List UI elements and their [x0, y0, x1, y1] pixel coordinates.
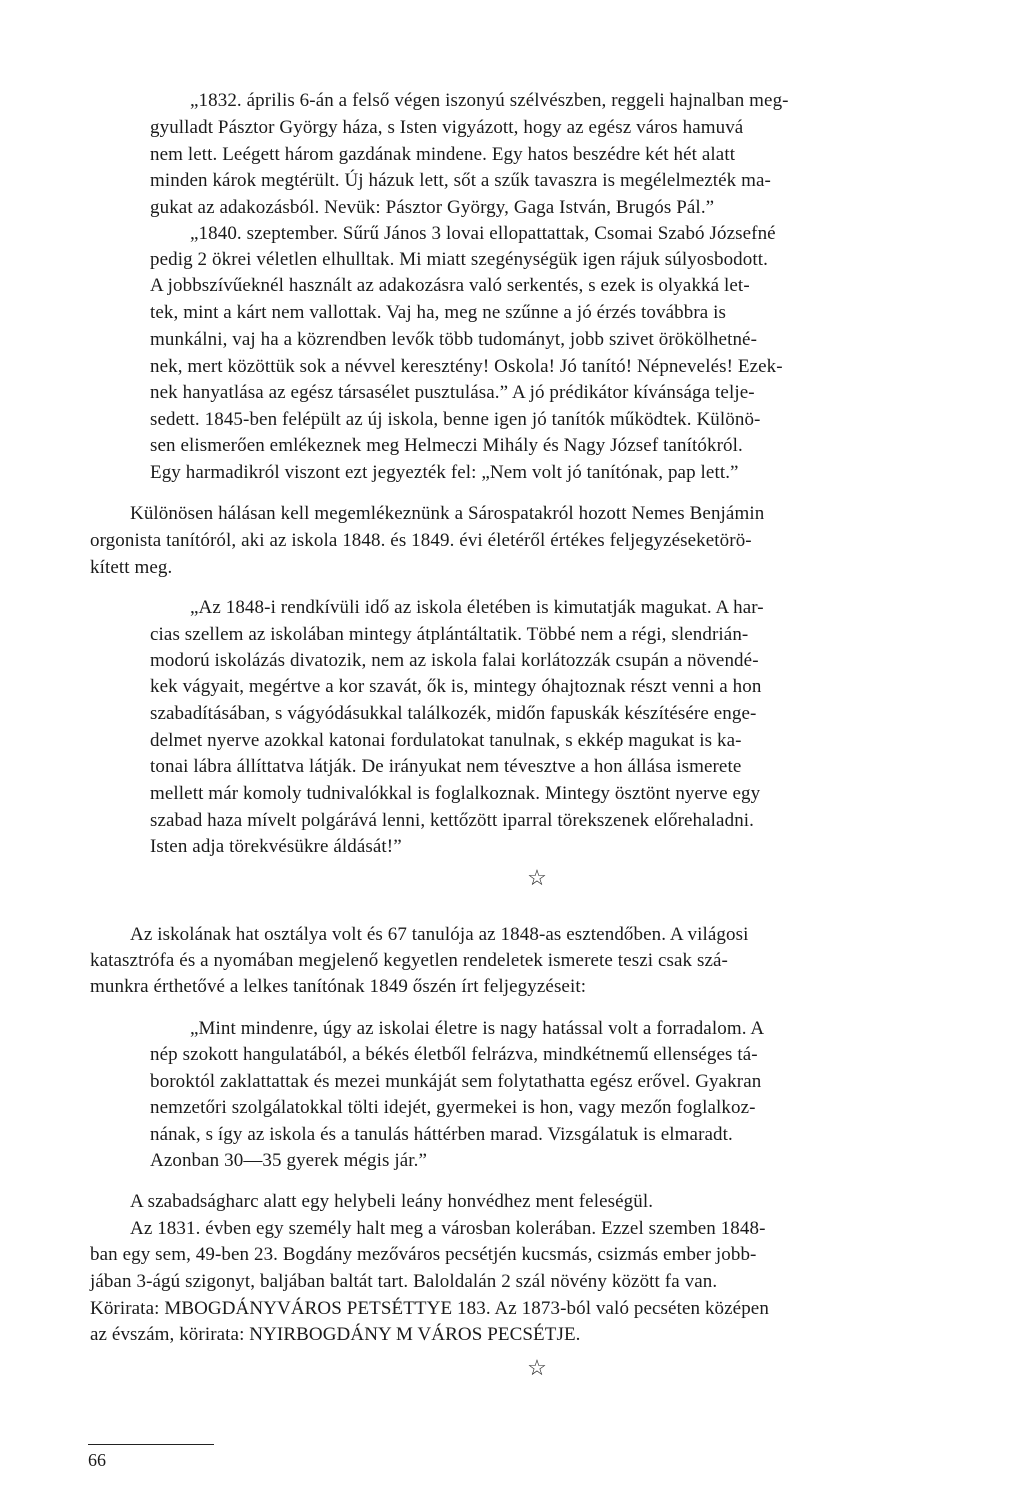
text-line: pedig 2 ökrei véletlen elhulltak. Mi miatt szegénységük igen rájuk súlyosbodott. — [150, 249, 768, 270]
text-line: Az iskolának hat osztálya volt és 67 tanulója az 1848-as esztendőben. A világosi — [130, 924, 749, 945]
text-line: Azonban 30—35 gyerek mégis jár.” — [150, 1150, 428, 1171]
text-line: nának, s így az iskola és a tanulás háttérben marad. Vizsgálatuk is elmaradt. — [150, 1124, 733, 1145]
text-line: az évszám, körirata: NYIRBOGDÁNY M VÁROS PECSÉTJE. — [90, 1324, 581, 1345]
text-line: A szabadságharc alatt egy helybeli leány honvédhez ment feleségül. — [130, 1191, 654, 1212]
text-line: modorú iskolázás divatozik, nem az iskola falai korlátozzák csupán a növendé- — [150, 650, 759, 671]
text-line: delmet nyerve azokkal katonai fordulatokat tanulnak, s ekkép magukat is ka- — [150, 730, 742, 751]
star-separator-icon: ☆ — [527, 1355, 547, 1380]
text-line: sen elismerően emlékeznek meg Helmeczi Mihály és Nagy József tanítókról. — [150, 435, 743, 456]
footer-rule — [88, 1444, 214, 1445]
text-line: szabadításában, s vágyódásukkal találkozék, midőn fapuskák készítésére enge- — [150, 703, 757, 724]
text-line: kek vágyait, megértve a kor szavát, ők is, mintegy óhajtoznak részt venni a hon — [150, 676, 762, 697]
text-line: „1840. szeptember. Sűrű János 3 lovai ellopattattak, Csomai Szabó Józsefné — [190, 223, 776, 244]
text-line: jában 3-ágú szigonyt, baljában baltát tart. Baloldalán 2 szál növény között fa van. — [90, 1271, 718, 1292]
text-line: boroktól zaklattattak és mezei munkáját sem folytathatta egész erővel. Gyakran — [150, 1071, 762, 1092]
text-line: nek hanyatlása az egész társasélet pusztulása.” A jó prédikátor kívánsága telje- — [150, 382, 755, 403]
text-line: tek, mint a kárt nem vallottak. Vaj ha, meg ne szűnne a jó érzés továbbra is — [150, 302, 727, 323]
text-line: gyulladt Pásztor György háza, s Isten vigyázott, hogy az egész város hamuvá — [150, 117, 744, 138]
text-line: „1832. április 6-án a felső végen iszonyú szélvészben, reggeli hajnalban meg- — [190, 90, 789, 111]
text-line: orgonista tanítóról, aki az iskola 1848. és 1849. évi életéről értékes feljegyzéseketörö- — [90, 530, 752, 551]
text-line: katasztrófa és a nyomában megjelenő kegyetlen rendeletek ismerete teszi csak szá- — [90, 950, 728, 971]
text-line: Az 1831. évben egy személy halt meg a városban kolerában. Ezzel szemben 1848- — [130, 1218, 766, 1239]
text-line: Különösen hálásan kell megemlékeznünk a Sárospatakról hozott Nemes Benjámin — [130, 503, 765, 524]
text-line: sedett. 1845-ben felépült az új iskola, benne igen jó tanítók működtek. Különö- — [150, 409, 761, 430]
page-number: 66 — [88, 1450, 106, 1470]
text-line: „Az 1848-i rendkívüli idő az iskola életében is kimutatják magukat. A har- — [190, 597, 764, 618]
text-line: kített meg. — [90, 557, 173, 578]
text-line: Körirata: MBOGDÁNYVÁROS PETSÉTTYE 183. Az 1873-ból való pecséten középen — [90, 1298, 769, 1319]
text-line: ban egy sem, 49-ben 23. Bogdány mezőváros pecsétjén kucsmás, csizmás ember jobb- — [90, 1244, 757, 1265]
text-line: Isten adja törekvésükre áldását!” — [150, 836, 402, 857]
text-line: munkra érthetővé a lelkes tanítónak 1849 őszén írt feljegyzéseit: — [90, 976, 587, 997]
text-line: nép szokott hangulatából, a békés életből felrázva, mindkétnemű ellenséges tá- — [150, 1044, 758, 1065]
text-line: szabad haza mívelt polgárává lenni, kettőzött iparral törekszenek előrehaladni. — [150, 810, 755, 831]
text-line: Egy harmadikról viszont ezt jegyezték fel: „Nem volt jó tanítónak, pap lett.” — [150, 462, 739, 483]
text-line: A jobbszívűeknél használt az adakozásra való serkentés, s ezek is olyakká let- — [150, 275, 750, 296]
text-line: nek, mert közöttük sok a névvel keresztény! Oskola! Jó tanító! Népnevelés! Ezek- — [150, 356, 783, 377]
text-line: gukat az adakozásból. Nevük: Pásztor György, Gaga István, Brugós Pál.” — [150, 197, 715, 218]
text-line: tonai lábra állíttatva látják. De irányukat nem tévesztve a hon állása ismerete — [150, 756, 742, 777]
text-line: munkálni, vaj ha a közrendben levők több tudományt, jobb szivet örökölhetné- — [150, 329, 758, 350]
text-line: nemzetőri szolgálatokkal tölti idejét, gyermekei is hon, vagy mezőn foglalkoz- — [150, 1097, 756, 1118]
text-line: nem lett. Leégett három gazdának mindene. Egy hatos beszédre két hét alatt — [150, 144, 736, 165]
text-line: mellett már komoly tudnivalókkal is foglalkoznak. Mintegy ösztönt nyerve egy — [150, 783, 761, 804]
text-line: „Mint mindenre, úgy az iskolai életre is nagy hatással volt a forradalom. A — [190, 1018, 765, 1039]
text-line: minden károk megtérült. Új házuk lett, sőt a szűk tavaszra is megélelmezték ma- — [150, 170, 771, 191]
text-line: cias szellem az iskolában mintegy átplántáltatik. Többé nem a régi, slendrián- — [150, 624, 749, 645]
star-separator-icon: ☆ — [527, 865, 547, 890]
